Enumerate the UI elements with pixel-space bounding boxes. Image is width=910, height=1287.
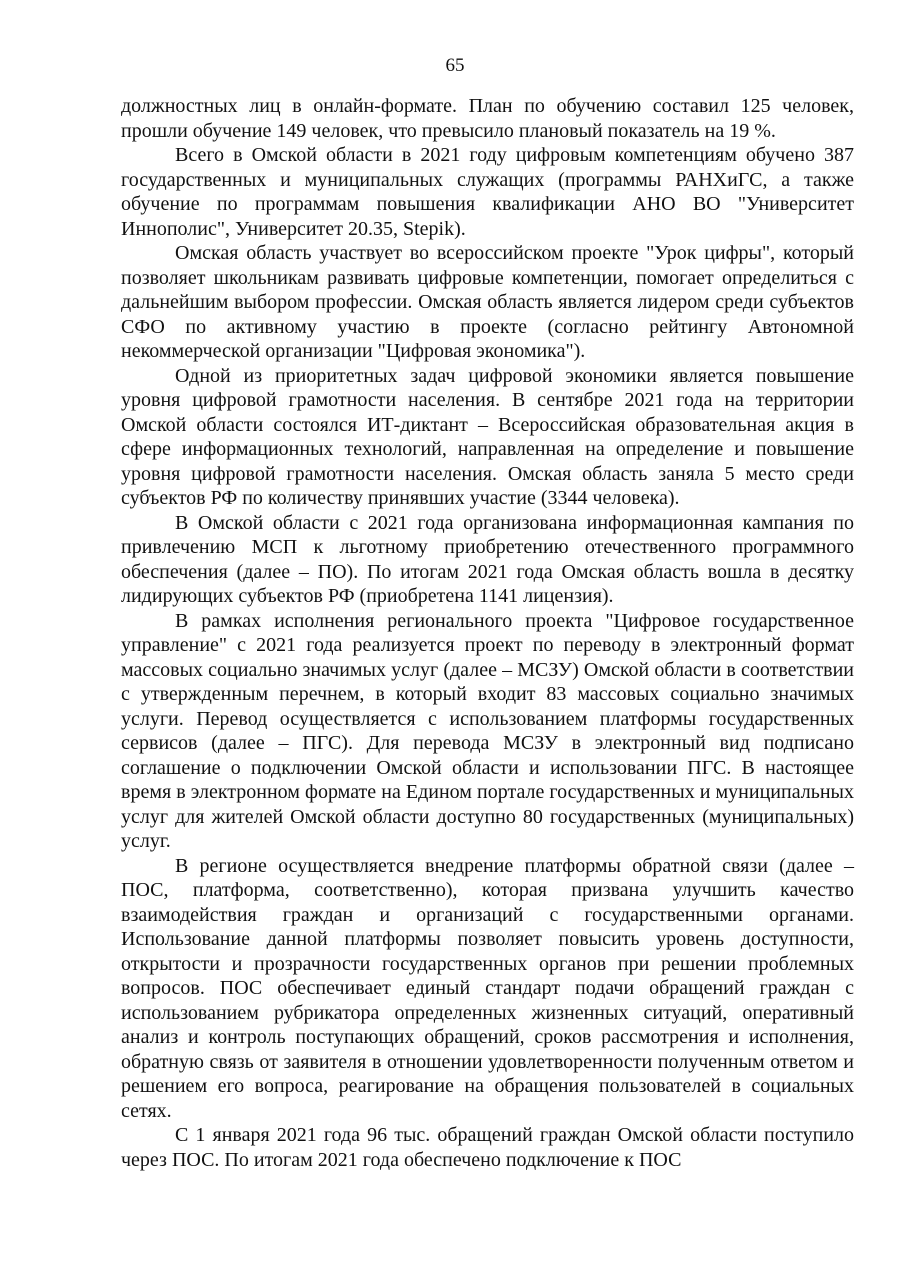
- paragraph-digital-training: Всего в Омской области в 2021 году цифровым компетенциям обучено 387 государственных и муниципальных служащих (программы РАНХиГС, а также обучение по программам повышения квалификации АНО ВО "Университет Иннополис", Университет 20.35, Stepik).: [121, 144, 854, 240]
- paragraph-public-services: В рамках исполнения регионального проекта "Цифровое государственное управление" с 2021 года реализуется проект по переводу в электронный формат массовых социально значимых услуг (далее – МСЗУ) Омской области в соответствии с утвержденным перечнем, в который входит 83 массовых социально значимых услуги. Перевод осуществляется с использованием платформы государственных сервисов (далее – ПГС). Для перевода МСЗУ в электронный вид подписано соглашение о подключении Омской области и использовании ПГС. В настоящее время в электронном формате на Едином портале государственных и муниципальных услуг для жителей Омской области доступно 80 государственных (муниципальных) услуг.: [121, 609, 854, 852]
- paragraph-feedback-platform: В регионе осуществляется внедрение платформы обратной связи (далее – ПОС, платформа, соответственно), которая призвана улучшить качество взаимодействия граждан и организаций с государственными органами. Использование данной платформы позволяет повысить уровень доступности, открытости и прозрачности государственных органов при решении проблемных вопросов. ПОС обеспечивает единый стандарт подачи обращений граждан с использованием рубрикатора определенных жизненных ситуаций, оперативный анализ и контроль поступающих обращений, сроков рассмотрения и исполнения, обратную связь от заявителя в отношении удовлетворенности полученным ответом и решением его вопроса, реагирование на обращения пользователей в социальных сетях.: [121, 854, 854, 1122]
- paragraph-continuation: должностных лиц в онлайн-формате. План по обучению составил 125 человек, прошли обучение 149 человек, что превысило плановый показатель на 19 %.: [121, 95, 854, 142]
- paragraph-digital-lesson: Омская область участвует во всероссийском проекте "Урок цифры", который позволяет школьникам развивать цифровые компетенции, помогает определиться с дальнейшим выбором профессии. Омская область является лидером среди субъектов СФО по активному участию в проекте (согласно рейтингу Автономной некоммерческой организации "Цифровая экономика").: [121, 242, 854, 362]
- page-number: 65: [445, 55, 465, 76]
- paragraph-software-campaign: В Омской области с 2021 года организована информационная кампания по привлечению МСП к льготному приобретению отечественного программного обеспечения (далее – ПО). По итогам 2021 года Омская область вошла в десятку лидирующих субъектов РФ (приобретена 1141 лицензия).: [121, 511, 854, 607]
- paragraph-appeals: С 1 января 2021 года 96 тыс. обращений граждан Омской области поступило через ПОС. По итогам 2021 года обеспечено подключение к ПОС: [121, 1124, 854, 1171]
- document-body: [121, 94, 854, 1172]
- paragraph-it-dictation: Одной из приоритетных задач цифровой экономики является повышение уровня цифровой грамотности населения. В сентябре 2021 года на территории Омской области состоялся ИТ-диктант – Всероссийская образовательная акция в сфере информационных технологий, направленная на определение и повышение уровня цифровой грамотности населения. Омская область заняла 5 место среди субъектов РФ по количеству принявших участие (3344 человека).: [121, 364, 854, 509]
